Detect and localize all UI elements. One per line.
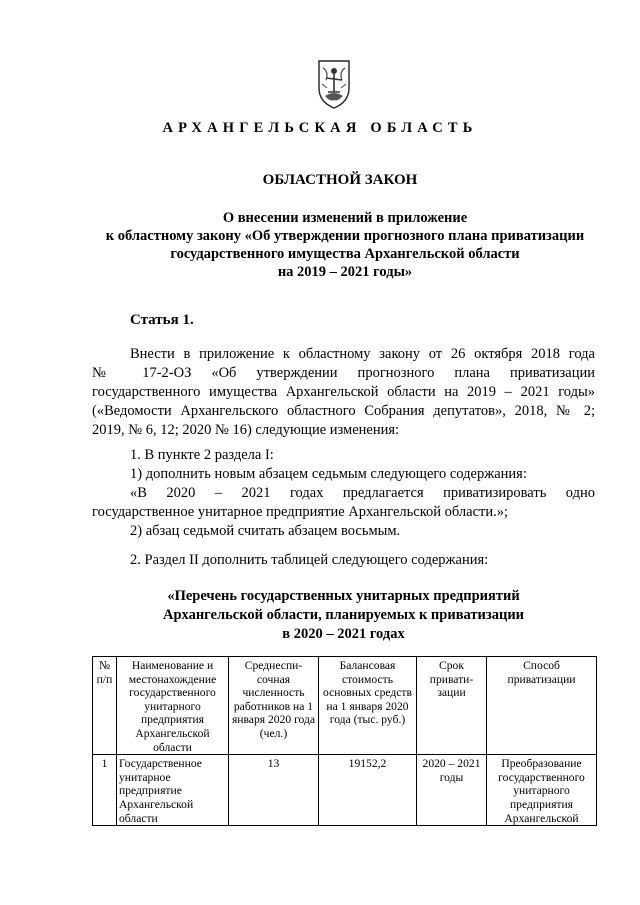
- text-line: 2. Раздел II дополнить таблицей следующего содержания:: [130, 552, 489, 568]
- text-line: 1. В пункте 2 раздела I:: [130, 447, 274, 463]
- cell-term: 2020 – 2021 годы: [417, 755, 487, 826]
- text-line: № 17-2-ОЗ «Об утверждении прогнозного плана приватизации: [92, 365, 595, 381]
- column-header-term: Срок привати-зации: [417, 657, 487, 755]
- text-line: государственное унитарное предприятие Архангельской области.»;: [92, 504, 509, 520]
- text-line: 2019, № 6, 12; 2020 № 16) следующие изменения:: [92, 422, 400, 438]
- document-type: ОБЛАСТНОЙ ЗАКОН: [262, 172, 418, 188]
- cell-method: Преобразование государственного унитарного предприятия Архангельской: [487, 755, 597, 826]
- table-title-line: Архангельской области, планируемых к приватизации: [162, 607, 525, 623]
- privatization-table: [92, 656, 597, 826]
- column-header-value: Балансовая стоимость основных средств на 1 января 2020 года (тыс. руб.): [319, 657, 417, 755]
- table-row: [93, 755, 597, 826]
- text-line: 1) дополнить новым абзацем седьмым следующего содержания:: [130, 466, 527, 482]
- table-header-row: [93, 657, 597, 755]
- text-line: государственного имущества Архангельской области на 2019 – 2021 годы»: [92, 384, 595, 400]
- cell-name: Государственное унитарное предприятие Архангельской области: [117, 755, 229, 826]
- column-header-name: Наименование и местонахождение государственного унитарного предприятия Архангельской области: [117, 657, 229, 755]
- cell-number: 1: [93, 755, 117, 826]
- table-title-line: «Перечень государственных унитарных предприятий: [167, 588, 520, 604]
- text-line: 2) абзац седьмой считать абзацем восьмым.: [130, 523, 401, 539]
- table-title: [92, 587, 595, 644]
- law-title-line: на 2019 – 2021 годы»: [277, 264, 413, 280]
- column-header-staff: Среднеспи-сочная численность работников на 1 января 2020 года (чел.): [229, 657, 319, 755]
- law-title: [90, 209, 600, 281]
- law-title-line: государственного имущества Архангельской области: [170, 246, 520, 262]
- text-line: «В 2020 – 2021 годах предлагается приватизировать одно: [130, 485, 595, 501]
- amendment-item-2: [92, 551, 595, 570]
- article-heading: Статья 1.: [130, 312, 194, 328]
- table-title-line: в 2020 – 2021 годах: [282, 626, 405, 642]
- coat-of-arms-icon: [313, 58, 355, 110]
- region-name: АРХАНГЕЛЬСКАЯ ОБЛАСТЬ: [162, 120, 478, 136]
- cell-value: 19152,2: [319, 755, 417, 826]
- amendment-item-1: [92, 446, 595, 541]
- column-header-number: № п/п: [93, 657, 117, 755]
- text-line: Внести в приложение к областному закону от 26 октября 2018 года: [130, 346, 595, 362]
- law-title-line: к областному закону «Об утверждении прогнозного плана приватизации: [105, 228, 585, 244]
- article-intro: [92, 345, 595, 440]
- law-title-line: О внесении изменений в приложение: [222, 210, 468, 226]
- column-header-method: Способ приватизации: [487, 657, 597, 755]
- text-line: («Ведомости Архангельского областного Собрания депутатов», 2018, № 2;: [92, 403, 595, 419]
- cell-staff: 13: [229, 755, 319, 826]
